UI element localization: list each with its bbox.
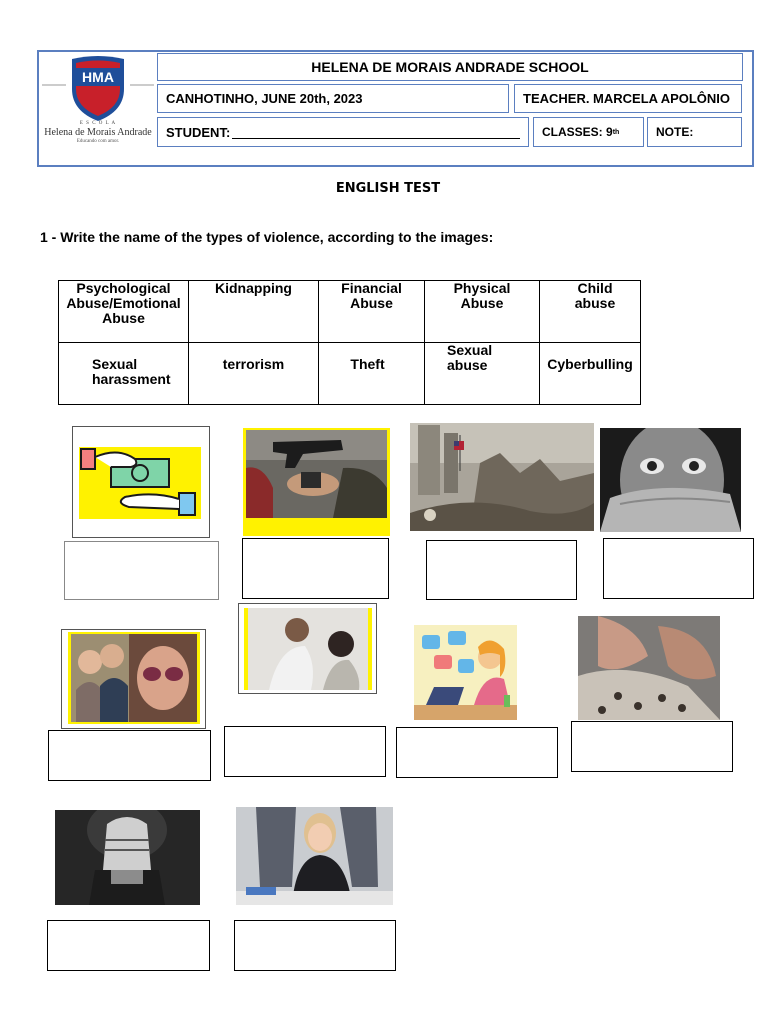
teacher-name: TEACHER. MARCELA APOLÔNIO bbox=[514, 84, 742, 113]
image-sexual-abuse bbox=[578, 616, 720, 720]
student-line bbox=[232, 126, 520, 139]
student-field[interactable] bbox=[157, 117, 529, 147]
word-bank-cell: terrorism bbox=[189, 343, 319, 405]
word-bank-cell: Psychological Abuse/Emotional Abuse bbox=[59, 281, 189, 343]
student-label: STUDENT: bbox=[166, 124, 231, 140]
classes-field bbox=[533, 117, 644, 147]
answer-box-3[interactable] bbox=[426, 540, 577, 600]
city-date: CANHOTINHO, JUNE 20th, 2023 bbox=[157, 84, 509, 113]
word-bank-cell: Physical Abuse bbox=[425, 281, 540, 343]
answer-box-4[interactable] bbox=[603, 538, 754, 599]
image-child-abuse bbox=[600, 428, 741, 532]
word-bank-cell: Financial Abuse bbox=[319, 281, 425, 343]
image-money-exchange bbox=[72, 426, 210, 538]
logo-initials: HMA bbox=[82, 69, 114, 85]
logo-escola: E S C O L A bbox=[79, 121, 117, 126]
logo-school-name: Helena de Morais Andrade bbox=[44, 127, 152, 138]
image-sexual-harassment bbox=[236, 807, 393, 905]
note-label: NOTE: bbox=[656, 125, 694, 139]
image-kidnapping bbox=[55, 810, 200, 905]
note-field[interactable] bbox=[647, 117, 742, 147]
image-physical-abuse bbox=[61, 629, 206, 729]
word-bank-table bbox=[58, 280, 641, 405]
answer-box-6[interactable] bbox=[224, 726, 386, 777]
answer-box-10[interactable] bbox=[234, 920, 396, 971]
word-bank-cell: Child abuse bbox=[540, 281, 641, 343]
answer-box-2[interactable] bbox=[242, 538, 389, 599]
classes-label: CLASSES: 9 bbox=[542, 125, 613, 139]
word-bank-cell: Cyberbulling bbox=[540, 343, 641, 405]
answer-box-9[interactable] bbox=[47, 920, 210, 971]
answer-box-8[interactable] bbox=[571, 721, 733, 772]
image-gun-robbery bbox=[243, 428, 390, 536]
school-name: HELENA DE MORAIS ANDRADE SCHOOL bbox=[157, 53, 743, 81]
word-bank-cell: Kidnapping bbox=[189, 281, 319, 343]
question-text: 1 - Write the name of the types of violence, according to the images: bbox=[40, 229, 494, 245]
answer-box-5[interactable] bbox=[48, 730, 211, 781]
word-bank-cell: Sexual abuse bbox=[425, 343, 540, 405]
image-terrorism-ruins bbox=[410, 423, 594, 531]
answer-box-1[interactable] bbox=[64, 541, 219, 600]
logo-motto: Educando com amor. bbox=[76, 139, 120, 144]
word-bank-cell: Sexual harassment bbox=[59, 343, 189, 405]
answer-box-7[interactable] bbox=[396, 727, 558, 778]
classes-sup: th bbox=[612, 128, 620, 136]
image-emotional-abuse bbox=[238, 603, 377, 694]
word-bank-cell: Theft bbox=[319, 343, 425, 405]
shield-icon bbox=[42, 55, 154, 125]
image-cyberbullying bbox=[414, 625, 517, 720]
test-title: ENGLISH TEST bbox=[335, 181, 441, 196]
school-logo bbox=[42, 55, 154, 161]
